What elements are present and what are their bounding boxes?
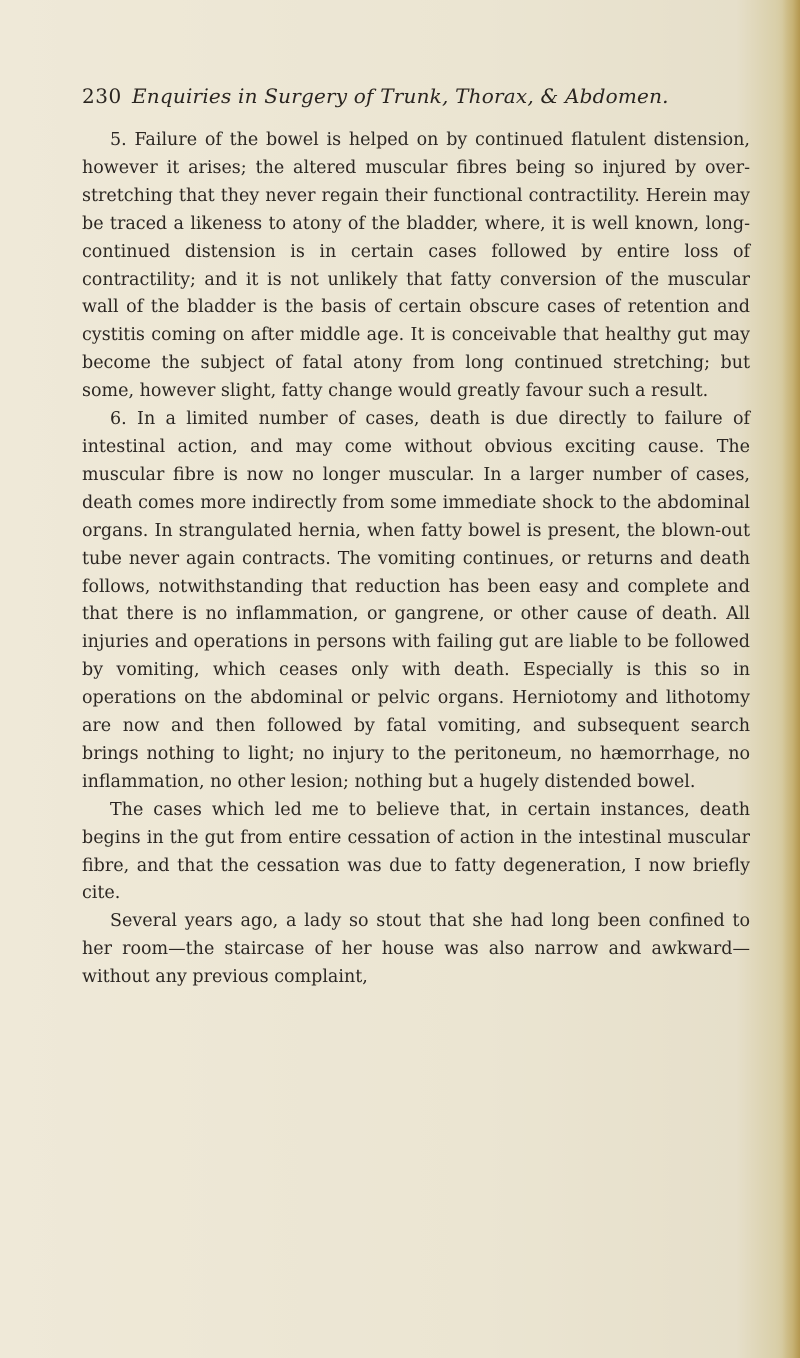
page-number: 230 — [82, 84, 122, 108]
paragraph-case-lady: Several years ago, a lady so stout that she had long been confined to her room—the staircase of her house was also narrow and awkward—without any previous complaint, — [82, 911, 750, 988]
running-title: Enquiries in Surgery of Trunk, Thorax, & Abdomen. — [132, 84, 669, 108]
page-header — [82, 84, 742, 114]
page-edge-shadow — [782, 0, 800, 1358]
paragraph-cases-intro: The cases which led me to believe that, in certain instances, death begins in the gut from entire cessation of action in the intestinal muscular fibre, and that the cessation was due to fatty degeneration, I now briefly cite. — [82, 799, 750, 904]
paragraph-5: 5. Failure of the bowel is helped on by continued flatulent distension, however it arises; the altered muscular fibres being so injured by over-stretching that they never regain their functional contractility. Herein may be traced a likeness to atony of the bladder, where, it is well known, long-continued distension is in certain cases followed by entire loss of contractility; and it is not unlikely that fatty conversion of the muscular wall of the bladder is the basis of certain obscure cases of retention and cystitis coming on after middle age. It is conceivable that healthy gut may become the subject of fatal atony from long continued stretching; but some, however slight, fatty change would greatly favour such a result. — [82, 130, 750, 402]
body-text — [82, 127, 750, 992]
paragraph-6: 6. In a limited number of cases, death is due directly to failure of intestinal action, and may come without obvious exciting cause. The muscular fibre is now no longer muscular. In a larger number of cases, death comes more indirectly from some immediate shock to the abdominal organs. In strangulated hernia, when fatty bowel is present, the blown-out tube never again contracts. The vomiting continues, or returns and death follows, notwithstanding that reduction has been easy and complete and that there is no inflammation, or gangrene, or other cause of death. All injuries and operations in persons with failing gut are liable to be followed by vomiting, which ceases only with death. Especially is this so in operations on the abdominal or pelvic organs. Herniotomy and lithotomy are now and then followed by fatal vomiting, and subsequent search brings nothing to light; no injury to the peritoneum, no hæmorrhage, no inflammation, no other lesion; nothing but a hugely distended bowel. — [82, 409, 750, 792]
